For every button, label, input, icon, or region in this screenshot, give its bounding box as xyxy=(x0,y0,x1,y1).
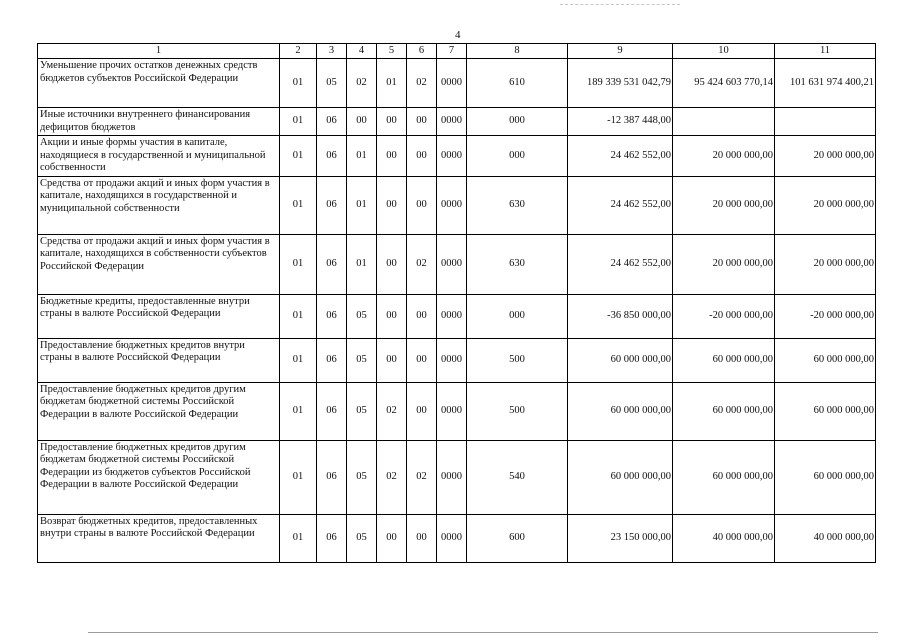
row-name-cell: Акции и иные формы участия в капитале, находящиеся в государственной и муниципальной собственности xyxy=(38,136,280,177)
row-name-cell: Иные источники внутреннего финансирования дефицитов бюджетов xyxy=(38,108,280,136)
row-name-cell: Возврат бюджетных кредитов, предоставленных внутри страны в валюте Российской Федерации xyxy=(38,514,280,562)
column-header: 6 xyxy=(407,44,437,59)
code-cell: 05 xyxy=(317,59,347,108)
code-cell: 0000 xyxy=(437,514,467,562)
amount-cell: 20 000 000,00 xyxy=(775,176,876,234)
column-header: 3 xyxy=(317,44,347,59)
code-cell: 0000 xyxy=(437,136,467,177)
code-cell: 06 xyxy=(317,514,347,562)
amount-cell: -12 387 448,00 xyxy=(568,108,673,136)
amount-cell: 60 000 000,00 xyxy=(568,440,673,514)
code-cell: 05 xyxy=(347,382,377,440)
amount-cell: -36 850 000,00 xyxy=(568,294,673,338)
code-cell: 00 xyxy=(407,136,437,177)
code-cell: 600 xyxy=(467,514,568,562)
code-cell: 500 xyxy=(467,338,568,382)
code-cell: 06 xyxy=(317,440,347,514)
code-cell: 0000 xyxy=(437,382,467,440)
column-header: 4 xyxy=(347,44,377,59)
code-cell: 05 xyxy=(347,338,377,382)
table-row xyxy=(38,59,876,108)
amount-cell: 60 000 000,00 xyxy=(568,338,673,382)
code-cell: 05 xyxy=(347,514,377,562)
amount-cell: 60 000 000,00 xyxy=(775,338,876,382)
code-cell: 02 xyxy=(347,59,377,108)
table-row xyxy=(38,136,876,177)
column-header: 5 xyxy=(377,44,407,59)
column-header: 1 xyxy=(38,44,280,59)
row-name-cell: Бюджетные кредиты, предоставленные внутри страны в валюте Российской Федерации xyxy=(38,294,280,338)
budget-sources-table xyxy=(37,43,876,563)
amount-cell: 40 000 000,00 xyxy=(673,514,775,562)
code-cell: 01 xyxy=(280,440,317,514)
amount-cell xyxy=(673,108,775,136)
amount-cell: -20 000 000,00 xyxy=(673,294,775,338)
code-cell: 0000 xyxy=(437,440,467,514)
table-row xyxy=(38,514,876,562)
table-row xyxy=(38,440,876,514)
code-cell: 01 xyxy=(280,234,317,294)
amount-cell: 60 000 000,00 xyxy=(673,382,775,440)
amount-cell: 20 000 000,00 xyxy=(673,176,775,234)
code-cell: 01 xyxy=(347,234,377,294)
code-cell: 01 xyxy=(280,382,317,440)
code-cell: 630 xyxy=(467,176,568,234)
row-name-cell: Предоставление бюджетных кредитов внутри страны в валюте Российской Федерации xyxy=(38,338,280,382)
amount-cell: 101 631 974 400,21 xyxy=(775,59,876,108)
code-cell: 0000 xyxy=(437,294,467,338)
code-cell: 02 xyxy=(407,59,437,108)
row-name-cell: Предоставление бюджетных кредитов другим бюджетам бюджетной системы Российской Федерации из бюджетов субъектов Российской Федерации в валюте Российской Федерации xyxy=(38,440,280,514)
code-cell: 01 xyxy=(280,108,317,136)
code-cell: 01 xyxy=(347,176,377,234)
code-cell: 05 xyxy=(347,440,377,514)
code-cell: 0000 xyxy=(437,59,467,108)
table-row xyxy=(38,338,876,382)
table-row xyxy=(38,234,876,294)
table-row xyxy=(38,108,876,136)
code-cell: 0000 xyxy=(437,234,467,294)
code-cell: 01 xyxy=(280,294,317,338)
table-row xyxy=(38,176,876,234)
amount-cell: 24 462 552,00 xyxy=(568,176,673,234)
column-header: 11 xyxy=(775,44,876,59)
column-header: 8 xyxy=(467,44,568,59)
code-cell: 00 xyxy=(407,176,437,234)
column-header: 9 xyxy=(568,44,673,59)
code-cell: 01 xyxy=(347,136,377,177)
code-cell: 06 xyxy=(317,338,347,382)
amount-cell: 20 000 000,00 xyxy=(673,234,775,294)
code-cell: 000 xyxy=(467,294,568,338)
column-header: 2 xyxy=(280,44,317,59)
amount-cell: 60 000 000,00 xyxy=(568,382,673,440)
code-cell: 00 xyxy=(377,136,407,177)
amount-cell: 60 000 000,00 xyxy=(775,382,876,440)
code-cell: 00 xyxy=(347,108,377,136)
column-header: 10 xyxy=(673,44,775,59)
scan-bottom-artifact xyxy=(88,632,878,633)
amount-cell: 60 000 000,00 xyxy=(673,440,775,514)
code-cell: 01 xyxy=(280,136,317,177)
code-cell: 02 xyxy=(407,234,437,294)
code-cell: 540 xyxy=(467,440,568,514)
code-cell: 06 xyxy=(317,294,347,338)
amount-cell: 60 000 000,00 xyxy=(673,338,775,382)
code-cell: 05 xyxy=(347,294,377,338)
code-cell: 0000 xyxy=(437,338,467,382)
code-cell: 000 xyxy=(467,136,568,177)
code-cell: 630 xyxy=(467,234,568,294)
code-cell: 01 xyxy=(280,59,317,108)
amount-cell: 95 424 603 770,14 xyxy=(673,59,775,108)
amount-cell: 20 000 000,00 xyxy=(775,136,876,177)
amount-cell: 23 150 000,00 xyxy=(568,514,673,562)
code-cell: 00 xyxy=(377,176,407,234)
amount-cell: 24 462 552,00 xyxy=(568,234,673,294)
code-cell: 00 xyxy=(377,108,407,136)
code-cell: 06 xyxy=(317,108,347,136)
code-cell: 00 xyxy=(377,338,407,382)
table-row xyxy=(38,294,876,338)
amount-cell: 24 462 552,00 xyxy=(568,136,673,177)
table-row xyxy=(38,382,876,440)
code-cell: 02 xyxy=(407,440,437,514)
code-cell: 00 xyxy=(377,514,407,562)
code-cell: 00 xyxy=(407,108,437,136)
code-cell: 00 xyxy=(407,338,437,382)
row-name-cell: Средства от продажи акций и иных форм участия в капитале, находящихся в собственности субъектов Российской Федерации xyxy=(38,234,280,294)
code-cell: 00 xyxy=(377,294,407,338)
row-name-cell: Уменьшение прочих остатков денежных средств бюджетов субъектов Российской Федерации xyxy=(38,59,280,108)
code-cell: 06 xyxy=(317,234,347,294)
code-cell: 0000 xyxy=(437,108,467,136)
amount-cell: 60 000 000,00 xyxy=(775,440,876,514)
header-row xyxy=(38,44,876,59)
amount-cell: 20 000 000,00 xyxy=(673,136,775,177)
amount-cell: 189 339 531 042,79 xyxy=(568,59,673,108)
code-cell: 06 xyxy=(317,382,347,440)
code-cell: 02 xyxy=(377,440,407,514)
amount-cell: 40 000 000,00 xyxy=(775,514,876,562)
code-cell: 000 xyxy=(467,108,568,136)
row-name-cell: Средства от продажи акций и иных форм участия в капитале, находящихся в государственной и муниципальной собственности xyxy=(38,176,280,234)
scan-top-artifact xyxy=(560,4,680,5)
code-cell: 00 xyxy=(407,294,437,338)
code-cell: 06 xyxy=(317,136,347,177)
row-name-cell: Предоставление бюджетных кредитов другим бюджетам бюджетной системы Российской Федерации в валюте Российской Федерации xyxy=(38,382,280,440)
code-cell: 00 xyxy=(407,514,437,562)
code-cell: 00 xyxy=(377,234,407,294)
amount-cell: 20 000 000,00 xyxy=(775,234,876,294)
code-cell: 02 xyxy=(377,382,407,440)
code-cell: 01 xyxy=(280,176,317,234)
code-cell: 01 xyxy=(280,514,317,562)
code-cell: 00 xyxy=(407,382,437,440)
code-cell: 01 xyxy=(280,338,317,382)
code-cell: 01 xyxy=(377,59,407,108)
column-header: 7 xyxy=(437,44,467,59)
code-cell: 500 xyxy=(467,382,568,440)
code-cell: 06 xyxy=(317,176,347,234)
page-number: 4 xyxy=(455,29,461,41)
code-cell: 610 xyxy=(467,59,568,108)
amount-cell: -20 000 000,00 xyxy=(775,294,876,338)
code-cell: 0000 xyxy=(437,176,467,234)
amount-cell xyxy=(775,108,876,136)
